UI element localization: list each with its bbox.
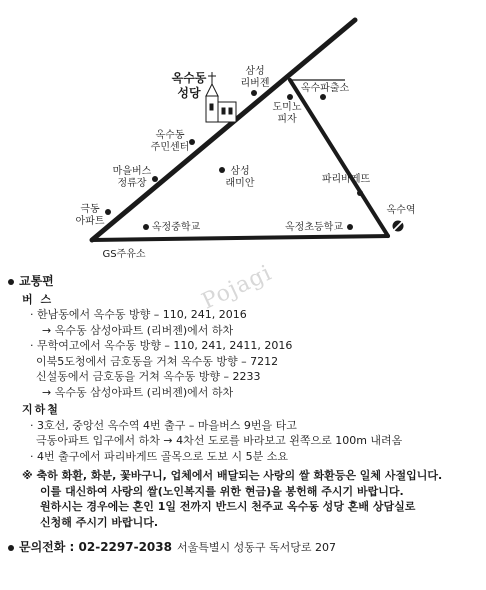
notice-line: 신청해 주시기 바랍니다. xyxy=(40,515,159,529)
label-community-center-1: 옥수동 xyxy=(155,130,185,141)
bullet-icon xyxy=(8,279,14,285)
label-domino-1: 도미노 xyxy=(272,102,302,113)
label-bus-stop-2: 정류장 xyxy=(117,178,147,189)
notice-line: 원하시는 경우에는 혼인 1일 전까지 반드시 천주교 옥수동 성당 혼배 상담실로 xyxy=(40,500,416,513)
contact-phone: 문의전화 : 02-2297-2038 xyxy=(19,540,172,554)
label-domino-2: 피자 xyxy=(277,114,297,125)
notice-line: ※ 축하 화환, 화분, 꽃바구니, 업체에서 배달되는 사랑의 쌀 화환등은 일체 사절입니다. xyxy=(22,469,443,482)
dot-samsung-riverjen xyxy=(251,90,257,96)
road-bottom xyxy=(92,236,388,240)
bus-line: → 옥수동 삼성아파트 (리버젠)에서 하차 xyxy=(42,323,234,337)
dot-police xyxy=(320,94,326,100)
label-bus-stop-1: 마을버스 xyxy=(112,166,152,177)
contact-line xyxy=(8,540,480,556)
label-raemian-2: 래미안 xyxy=(225,178,255,189)
watermark: Pojagi xyxy=(198,260,277,315)
label-station: 옥수역 xyxy=(386,205,416,216)
subway-heading: 지하철 xyxy=(22,403,60,416)
label-raemian-1: 삼성 xyxy=(230,166,250,177)
dot-bus-stop xyxy=(152,176,158,182)
road-right xyxy=(290,80,388,236)
subway-line: · 4번 출구에서 파리바게뜨 골목으로 도보 시 5분 소요 xyxy=(30,449,288,463)
dot-community-center xyxy=(189,139,195,145)
label-church-2: 성당 xyxy=(177,86,201,100)
label-gas-station: GS주유소 xyxy=(102,249,146,260)
bus-line: · 한남동에서 옥수동 방향 – 110, 241, 2016 xyxy=(30,308,247,321)
road-diagonal xyxy=(92,20,355,240)
location-map xyxy=(0,0,486,270)
label-paris: 파리바게뜨 xyxy=(321,174,371,185)
label-samsung-riverjen-1: 삼성 xyxy=(245,66,265,77)
dot-middle-school xyxy=(143,224,149,230)
bus-line: 신설동에서 금호동을 거쳐 옥수동 방향 – 2233 xyxy=(36,370,261,383)
label-elementary: 옥정초등학교 xyxy=(285,222,343,233)
dot-elementary xyxy=(347,224,353,230)
directions-info xyxy=(8,272,480,556)
dot-paris xyxy=(357,190,363,196)
label-samsung-riverjen-2: 리버젠 xyxy=(240,78,270,89)
notice-line: 이를 대신하여 사랑의 쌀(노인복지를 위한 현금)을 봉헌해 주시기 바랍니다. xyxy=(40,484,404,498)
bullet-icon xyxy=(8,545,14,551)
label-geukdong-2: 아파트 xyxy=(75,216,105,227)
bus-line: · 무학여고에서 옥수동 방향 – 110, 241, 2411, 2016 xyxy=(30,339,293,352)
bus-line: 이북5도청에서 금호동을 거쳐 옥수동 방향 – 7212 xyxy=(36,354,279,368)
label-community-center-2: 주민센터 xyxy=(150,142,190,153)
label-church-1: 옥수동 xyxy=(171,71,207,85)
contact-address: 서울특별시 성동구 독서당로 207 xyxy=(176,541,336,554)
label-police: 옥수파출소 xyxy=(300,83,350,94)
label-middle-school: 옥정중학교 xyxy=(151,222,201,233)
subway-line: 극동아파트 입구에서 하차 → 4차선 도로를 바라보고 왼쪽으로 100m 내려옴 xyxy=(36,434,403,447)
label-geukdong-1: 극동 xyxy=(80,204,100,215)
subway-station-icon xyxy=(393,221,404,232)
bus-line: → 옥수동 삼성아파트 (리버젠)에서 하차 xyxy=(42,385,234,399)
dot-domino xyxy=(287,94,293,100)
transport-title: 교통편 xyxy=(19,274,54,288)
dot-raemian xyxy=(219,167,225,173)
transport-heading xyxy=(8,274,480,290)
bus-heading: 버 스 xyxy=(22,292,54,306)
subway-line: · 3호선, 중앙선 옥수역 4번 출구 – 마을버스 9번을 타고 xyxy=(30,418,297,432)
dot-geukdong xyxy=(105,209,111,215)
church-icon xyxy=(206,72,236,122)
